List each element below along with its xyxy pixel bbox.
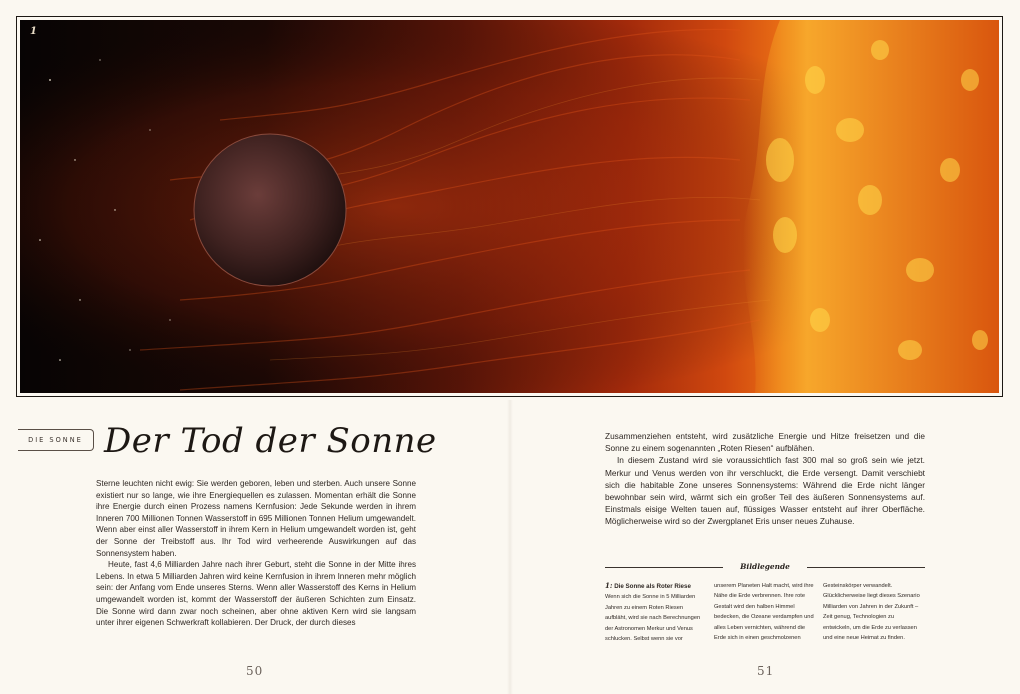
legend-heading: Bildlegende [740, 562, 790, 571]
page-title: Der Tod der Sonne [104, 421, 437, 461]
paragraph: Zusammenziehen entsteht, wird zusätzliche Energie und Hitze freisetzen und die Sonne zu einem sogenannten „Roten Riesen“ aufblähen. [605, 431, 925, 454]
page-number-right: 51 [757, 664, 775, 678]
legend-item-number: 1: [605, 581, 613, 590]
paragraph: Heute, fast 4,6 Milliarden Jahre nach ihrer Geburt, steht die Sonne in der Mitte ihres Lebens. In etwa 5 Milliarden Jahren wird keine Kernfusion in ihrem Inneren mehr möglich sein: der Anfang vom Ende unseres Sterns. Wenn aller Wasserstoff des Kerns in Helium umgewandelt worden ist, kommt der Wasserstoff der äußeren Schichten zum Einsatz. Die Sonne wird dann zwar noch scheinen, aber ohne aktiven Kern wird sie langsam unter ihrer eigenen Schwerkraft kollabieren. Der Druck, der durch dieses [96, 560, 416, 628]
body-text-left [96, 478, 416, 629]
legend-item-title [605, 581, 705, 592]
legend-column-2: unserem Planeten Halt macht, wird ihre Nähe die Erde verbrennen. Ihre rote Gestalt wird den halben Himmel bedecken, die Ozeane verdampfen und alles Leben vernichten, während die Erde sich in einen geschmolzenen [714, 583, 814, 642]
legend-item-label: Die Sonne als Roter Riese [614, 583, 691, 590]
legend-text: Wenn sich die Sonne in 5 Milliarden Jahren zu einem Roten Riesen aufbläht, wird sie nach Berechnungen der Astronomen Merkur und Venus schlucken. Selbst wenn sie vor [605, 594, 701, 643]
section-tag: DIE SONNE [18, 429, 94, 451]
page-number-left: 50 [246, 664, 264, 678]
legend-column-1 [605, 581, 705, 644]
divider [605, 567, 723, 568]
legend-column-3: Gesteinskörper verwandelt. Glücklicherweise liegt dieses Szenario Milliarden von Jahren in der Zukunft – Zeit genug, Technologien zu entwickeln, um die Erde zu verlassen und eine neue Heimat zu finden. [823, 583, 920, 642]
divider [807, 567, 925, 568]
red-giant-artwork [20, 20, 999, 393]
page-gutter [507, 400, 513, 694]
paragraph: In diesem Zustand wird sie voraussichtlich fast 300 mal so groß sein wie jetzt. Merkur und Venus werden von ihr verschluckt, die Erde versengt. Damit verschiebt sich die habitable Zone unseres Sonnensystems: Während die Erde nicht länger bewohnbar sein wird, wärmt sich ein großer Teil des äußeren Sonnensystems auf. Einstmals eisige Welten tauen auf, flüssiges Wasser entsteht auf ihrer Oberfläche. Möglicherweise wird so der Zwergplanet Eris unser neues Zuhause. [605, 455, 925, 527]
legend-header [605, 560, 925, 574]
body-text-right [605, 430, 925, 528]
red-giant-illustration [20, 20, 999, 393]
paragraph: Sterne leuchten nicht ewig: Sie werden geboren, leben und sterben. Auch unsere Sonne existiert nur so lange, wie ihre Energiequellen es zulassen. Momentan erhält die Sonne ihre Energie durch einen Prozess namens Kernfusion: Jede Sekunde werden in ihrem Inneren 700 Millionen Tonnen Wasserstoff in 695 Millionen Tonnen Helium umgewandelt. Wenn aber einst aller Wasserstoff in ihrem Kern in Helium umgewandelt worden ist, geht der Sonne der Treibstoff aus. Ihr Tod wird verheerende Auswirkungen auf das Sonnensystem haben. [96, 479, 416, 558]
figure-number: 1 [30, 26, 37, 37]
